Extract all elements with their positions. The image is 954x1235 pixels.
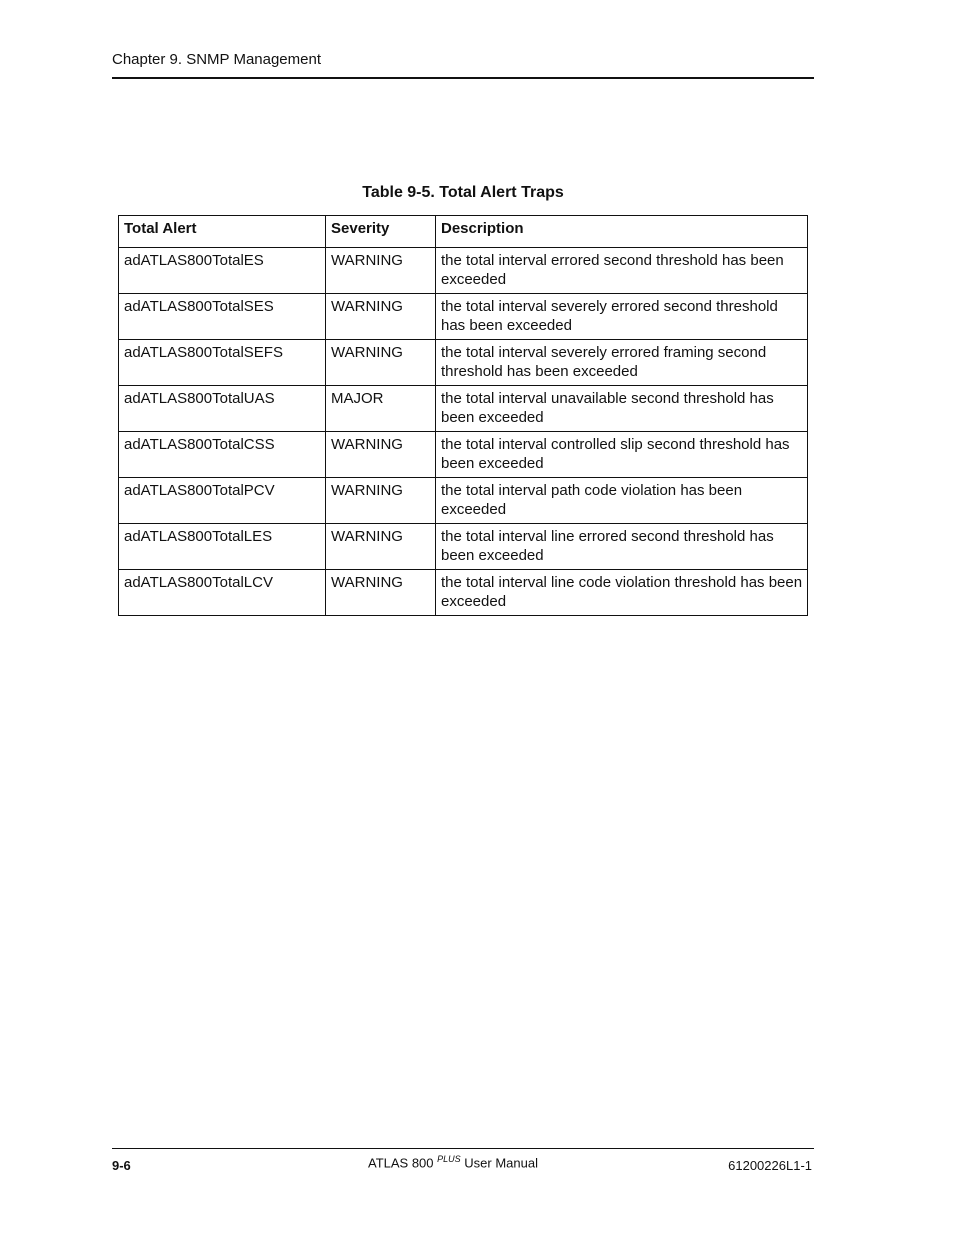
severity-cell: WARNING (326, 340, 436, 386)
total-alert-cell: adATLAS800TotalES (119, 248, 326, 294)
manual-title-suffix: User Manual (464, 1155, 538, 1171)
page-number: 9-6 (112, 1158, 131, 1173)
table-row (119, 432, 808, 478)
description-cell: the total interval controlled slip second threshold has been exceeded (436, 432, 808, 478)
description-cell: the total interval line code violation threshold has been exceeded (436, 570, 808, 616)
total-alert-cell: adATLAS800TotalUAS (119, 386, 326, 432)
table-row (119, 248, 808, 294)
column-header-severity: Severity (326, 216, 436, 248)
manual-title (368, 1154, 538, 1170)
table-header-row (119, 216, 808, 248)
severity-cell: WARNING (326, 248, 436, 294)
table-row (119, 478, 808, 524)
column-header-total-alert: Total Alert (119, 216, 326, 248)
severity-cell: WARNING (326, 570, 436, 616)
table-row (119, 340, 808, 386)
total-alert-cell: adATLAS800TotalSES (119, 294, 326, 340)
table-row (119, 386, 808, 432)
total-alert-traps-table (118, 215, 808, 616)
severity-cell: WARNING (326, 524, 436, 570)
severity-cell: MAJOR (326, 386, 436, 432)
severity-cell: WARNING (326, 294, 436, 340)
footer-rule (112, 1148, 814, 1149)
severity-cell: WARNING (326, 432, 436, 478)
total-alert-cell: adATLAS800TotalLES (119, 524, 326, 570)
description-cell: the total interval severely errored second threshold has been exceeded (436, 294, 808, 340)
description-cell: the total interval errored second threshold has been exceeded (436, 248, 808, 294)
description-cell: the total interval path code violation has been exceeded (436, 478, 808, 524)
table-row (119, 294, 808, 340)
header-rule (112, 77, 814, 79)
chapter-header: Chapter 9. SNMP Management (112, 51, 321, 68)
total-alert-cell: adATLAS800TotalCSS (119, 432, 326, 478)
manual-title-superscript: PLUS (437, 1154, 461, 1164)
total-alert-cell: adATLAS800TotalLCV (119, 570, 326, 616)
column-header-description: Description (436, 216, 808, 248)
table-caption: Table 9-5. Total Alert Traps (362, 184, 564, 201)
total-alert-cell: adATLAS800TotalPCV (119, 478, 326, 524)
table-row (119, 570, 808, 616)
description-cell: the total interval unavailable second threshold has been exceeded (436, 386, 808, 432)
description-cell: the total interval severely errored framing second threshold has been exceeded (436, 340, 808, 386)
table-row (119, 524, 808, 570)
document-number: 61200226L1-1 (728, 1158, 812, 1173)
total-alert-cell: adATLAS800TotalSEFS (119, 340, 326, 386)
severity-cell: WARNING (326, 478, 436, 524)
description-cell: the total interval line errored second threshold has been exceeded (436, 524, 808, 570)
manual-title-prefix: ATLAS 800 (368, 1155, 434, 1171)
